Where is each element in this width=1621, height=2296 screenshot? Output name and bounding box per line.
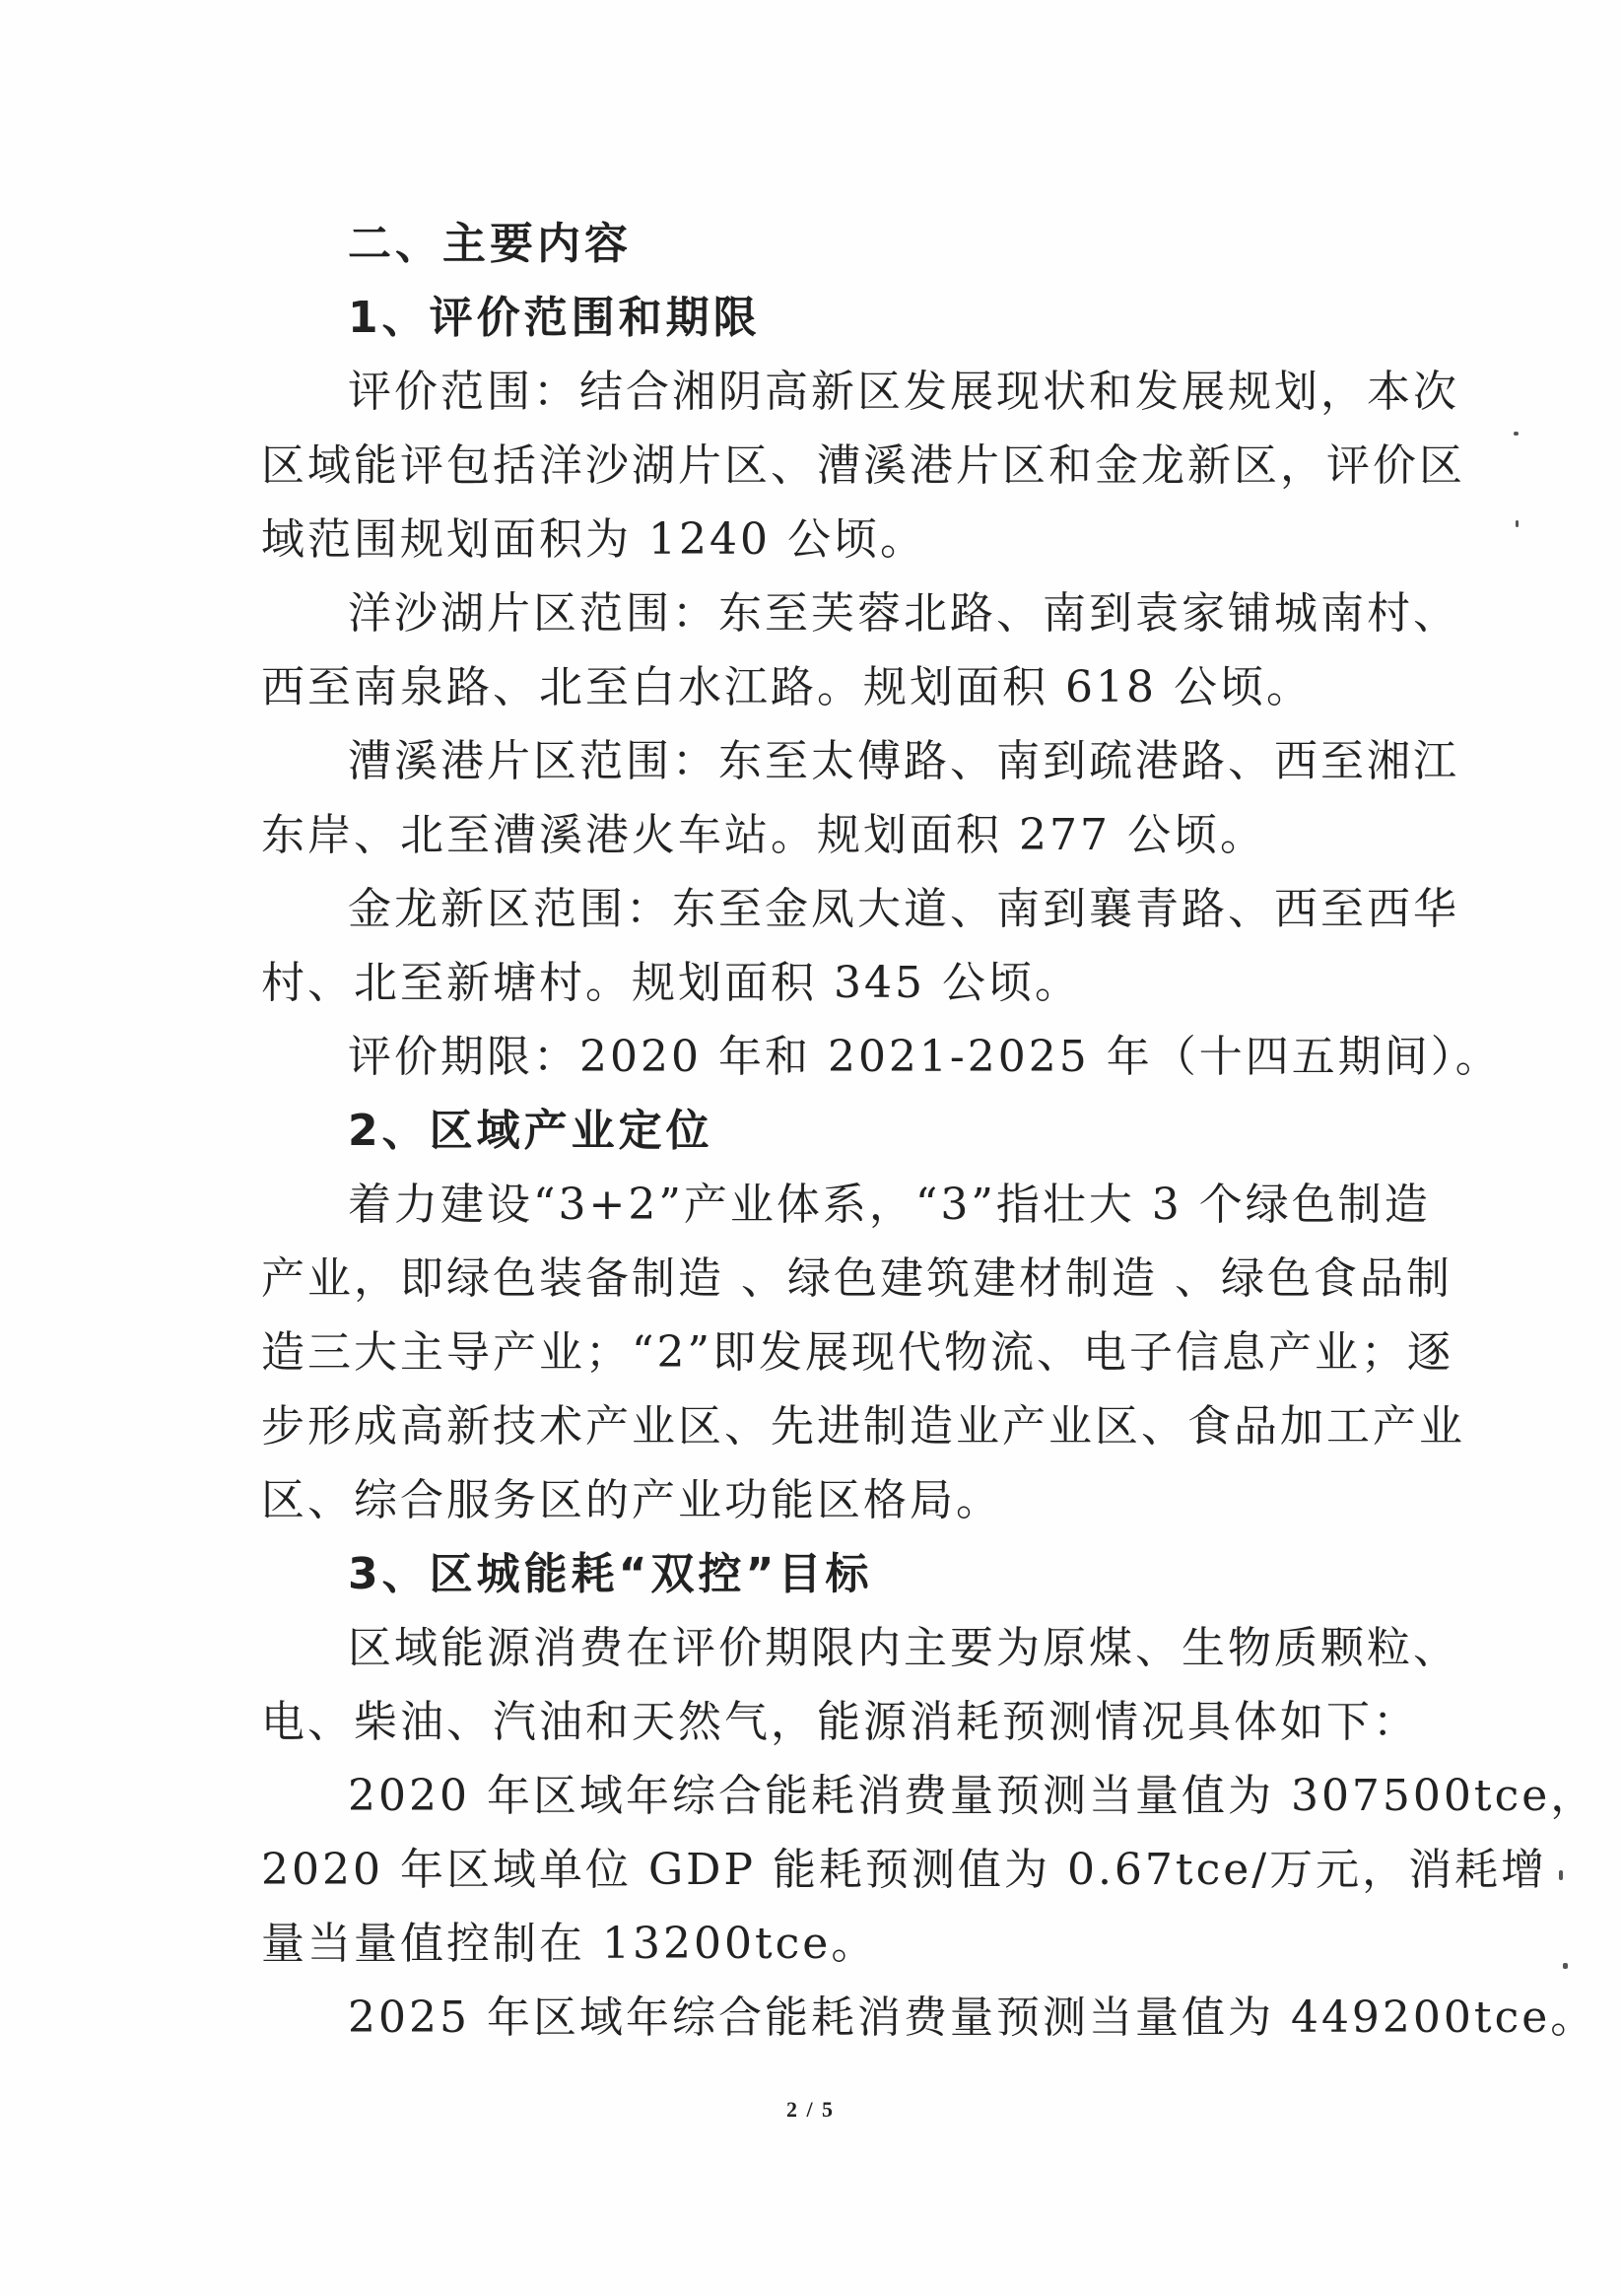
text-line: 电、柴油、汽油和天然气，能源消耗预测情况具体如下： bbox=[261, 1697, 1419, 1747]
text-line: 西至南泉路、北至白水江路。规划面积 618 公顷。 bbox=[261, 662, 1313, 712]
section-heading: 二、主要内容 bbox=[348, 219, 632, 269]
text-line: 评价范围：结合湘阴高新区发展现状和发展规划，本次 bbox=[348, 367, 1459, 417]
text-line: 量当量值控制在 13200tce。 bbox=[261, 1919, 878, 1969]
text-line: 区域能评包括洋沙湖片区、漕溪港片区和金龙新区，评价区 bbox=[261, 440, 1465, 491]
text-line: 造三大主导产业；“2”即发展现代物流、电子信息产业；逐 bbox=[261, 1327, 1453, 1378]
section-heading: 1、评价范围和期限 bbox=[348, 293, 761, 343]
section-heading: 3、区城能耗“双控”目标 bbox=[348, 1549, 873, 1599]
scan-speck bbox=[1514, 432, 1519, 436]
document-body bbox=[261, 207, 1597, 2055]
text-line: 域范围规划面积为 1240 公顷。 bbox=[261, 514, 926, 565]
text-line: 村、北至新塘村。规划面积 345 公顷。 bbox=[261, 958, 1081, 1008]
section-heading: 2、区域产业定位 bbox=[348, 1106, 713, 1156]
text-line: 2020 年区域年综合能耗消费量预测当量值为 307500tce， bbox=[348, 1771, 1597, 1821]
text-line: 评价期限：2020 年和 2021-2025 年（十四五期间）。 bbox=[348, 1032, 1502, 1082]
scan-speck bbox=[1516, 520, 1519, 527]
page-number: 2 / 5 bbox=[785, 2097, 836, 2122]
text-line: 漕溪港片区范围：东至太傅路、南到疏港路、西至湘江 bbox=[348, 736, 1459, 786]
text-line: 洋沙湖片区范围：东至芙蓉北路、南到袁家铺城南村、 bbox=[348, 588, 1459, 639]
text-line: 金龙新区范围：东至金凤大道、南到襄青路、西至西华 bbox=[348, 884, 1459, 934]
scan-speck bbox=[1563, 1963, 1568, 1969]
text-line: 产业，即绿色装备制造 、绿色建筑建材制造 、绿色食品制 bbox=[261, 1253, 1452, 1304]
text-line: 区、综合服务区的产业功能区格局。 bbox=[261, 1475, 1002, 1525]
scan-speck bbox=[1559, 1870, 1563, 1880]
text-line: 着力建设“3+2”产业体系，“3”指壮大 3 个绿色制造 bbox=[348, 1180, 1431, 1230]
text-line: 2020 年区域单位 GDP 能耗预测值为 0.67tce/万元，消耗增 bbox=[261, 1845, 1548, 1895]
text-line: 步形成高新技术产业区、先进制造业产业区、食品加工产业 bbox=[261, 1401, 1465, 1452]
text-line: 2025 年区域年综合能耗消费量预测当量值为 449200tce。 bbox=[348, 1992, 1597, 2043]
text-line: 东岸、北至漕溪港火车站。规划面积 277 公顷。 bbox=[261, 810, 1266, 860]
text-line: 区域能源消费在评价期限内主要为原煤、生物质颗粒、 bbox=[348, 1623, 1459, 1673]
